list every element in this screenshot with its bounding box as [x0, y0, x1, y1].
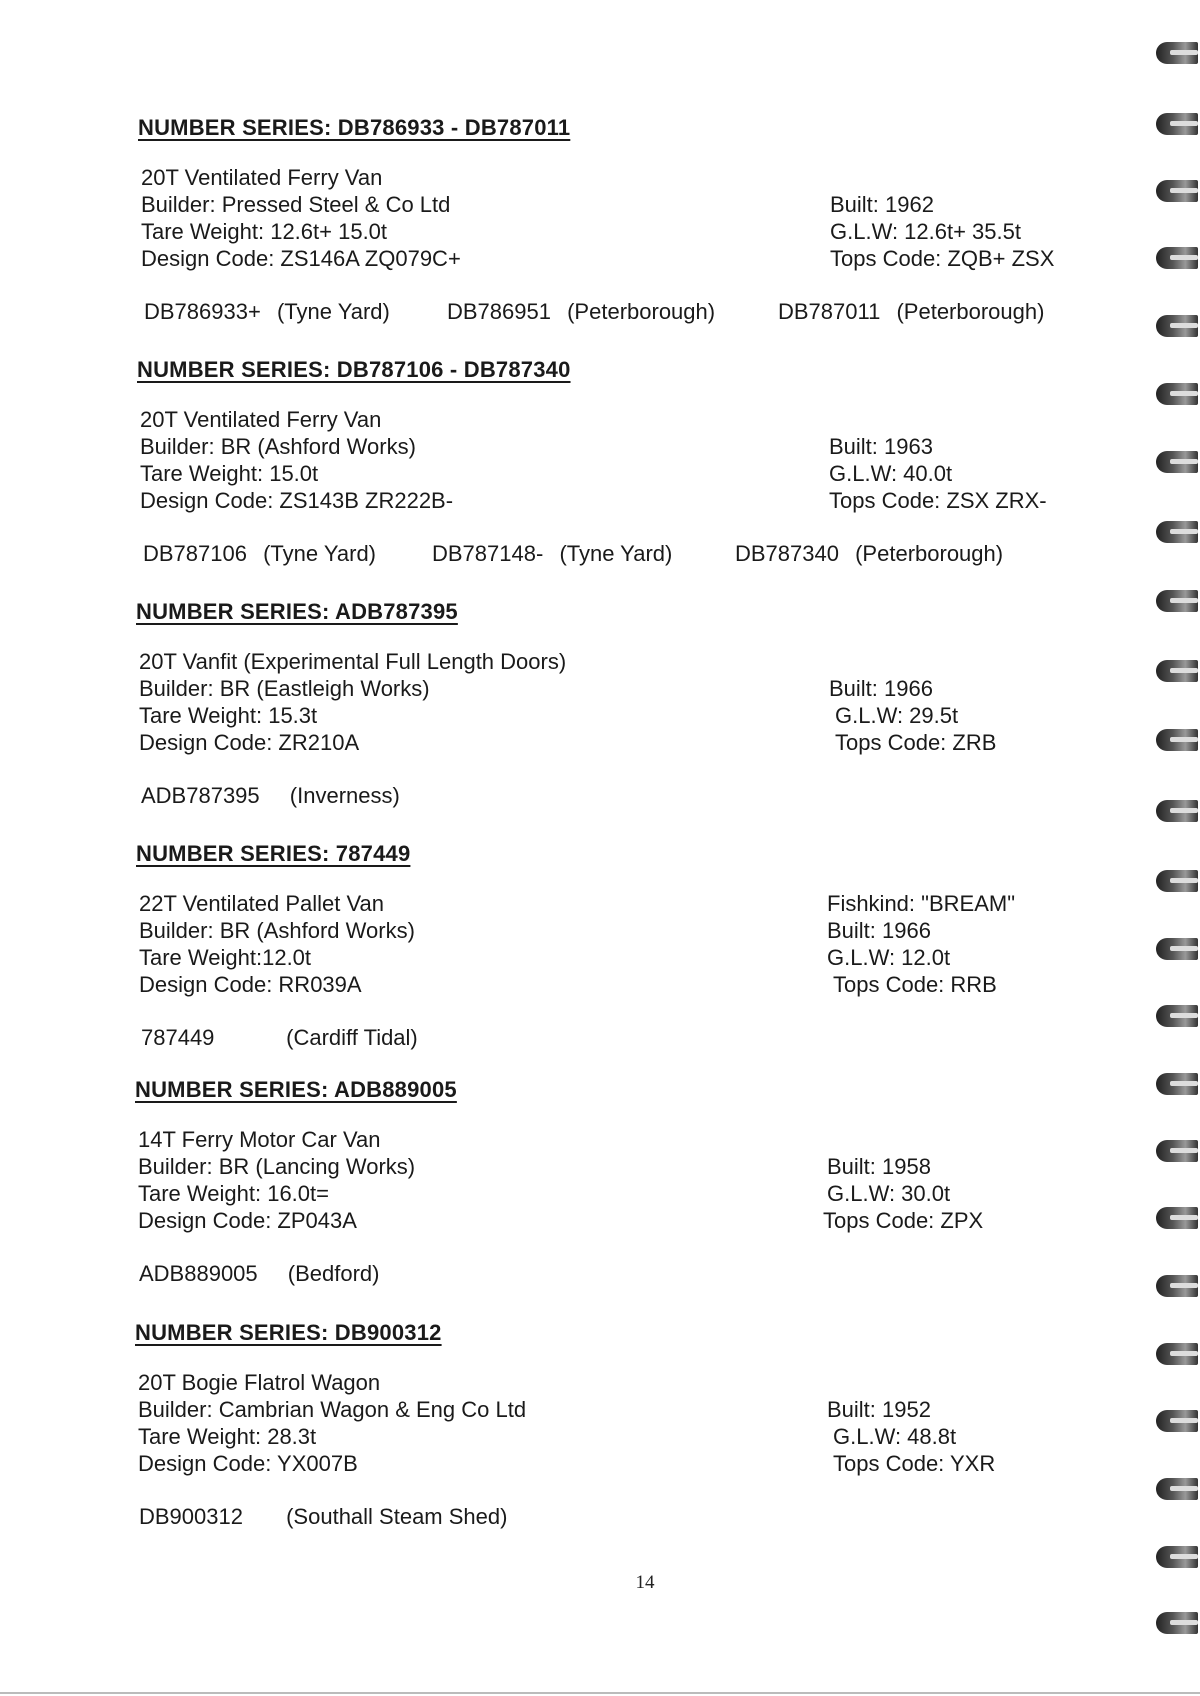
wagon-number: DB787011	[778, 299, 881, 324]
wagon-location: (Tyne Yard)	[559, 541, 673, 566]
wagon-codes	[829, 675, 1129, 756]
wagon-type: 20T Vanfit (Experimental Full Length Doors)	[139, 649, 567, 674]
wagon-location: (Cardiff Tidal)	[286, 1025, 418, 1050]
wagon-specs	[136, 890, 1076, 998]
allocation-list	[138, 297, 1078, 327]
section-heading: NUMBER SERIES: DB900312	[135, 1320, 442, 1345]
wagon-specs	[137, 406, 1077, 514]
builder: Builder: Pressed Steel & Co Ltd	[141, 192, 451, 217]
wagon-location: (Tyne Yard)	[263, 541, 377, 566]
glw: G.L.W: 40.0t	[829, 461, 953, 486]
wagon-number: DB787106	[143, 541, 247, 566]
tops-code: Tops Code: ZQB+ ZSX	[830, 246, 1055, 271]
design-code: Design Code: ZS146A ZQ079C+	[141, 246, 461, 271]
wagon-location: (Peterborough)	[896, 299, 1045, 324]
glw: G.L.W: 30.0t	[827, 1181, 951, 1206]
binding-ring-icon	[1156, 660, 1198, 682]
binding-ring-icon	[1156, 451, 1198, 473]
tare-weight: Tare Weight: 15.0t	[140, 461, 319, 486]
binding-ring-icon	[1156, 1343, 1198, 1365]
number-series-section	[137, 355, 1077, 569]
allocation-entry	[141, 781, 400, 811]
binding-ring-icon	[1156, 1140, 1198, 1162]
page-edge	[0, 1692, 1200, 1694]
section-heading: NUMBER SERIES: ADB889005	[135, 1077, 457, 1102]
wagon-details	[141, 164, 761, 272]
tare-weight: Tare Weight: 15.3t	[139, 703, 318, 728]
wagon-number: ADB787395	[141, 783, 260, 808]
design-code: Design Code: ZR210A	[139, 730, 360, 755]
binding-ring-icon	[1156, 870, 1198, 892]
section-heading: NUMBER SERIES: DB786933 - DB787011	[138, 115, 571, 140]
tare-weight: Tare Weight: 12.6t+ 15.0t	[141, 219, 388, 244]
binding-ring-icon	[1156, 315, 1198, 337]
wagon-specs	[135, 1126, 1075, 1234]
wagon-type: 20T Ventilated Ferry Van	[141, 165, 383, 190]
wagon-details	[138, 1126, 758, 1234]
wagon-number: DB787148-	[432, 541, 544, 566]
builder: Builder: BR (Ashford Works)	[139, 918, 415, 943]
tops-code: Tops Code: RRB	[833, 972, 997, 997]
allocation-list	[135, 1259, 1075, 1289]
binding-ring-icon	[1156, 1275, 1198, 1297]
binding-ring-icon	[1156, 113, 1198, 135]
allocation-list	[135, 1502, 1075, 1532]
builder: Builder: BR (Ashford Works)	[140, 434, 416, 459]
design-code: Design Code: ZS143B ZR222B-	[140, 488, 454, 513]
binding-ring-icon	[1156, 590, 1198, 612]
wagon-location: (Bedford)	[287, 1261, 380, 1286]
tops-code: Tops Code: ZSX ZRX-	[829, 488, 1047, 513]
binding-ring-icon	[1156, 247, 1198, 269]
built-year: Built: 1966	[827, 918, 931, 943]
wagon-type: 22T Ventilated Pallet Van	[139, 891, 385, 916]
allocation-entry	[139, 1502, 507, 1532]
number-series-section	[138, 113, 1078, 327]
wagon-number: DB900312	[139, 1504, 243, 1529]
allocation-entry	[735, 539, 1003, 569]
built-year: Built: 1962	[830, 192, 934, 217]
tare-weight: Tare Weight: 16.0t=	[138, 1181, 329, 1206]
wagon-number: DB786951	[447, 299, 551, 324]
tare-weight: Tare Weight: 28.3t	[138, 1424, 317, 1449]
section-heading: NUMBER SERIES: 787449	[136, 841, 411, 866]
wagon-number: DB786933+	[144, 299, 261, 324]
binding-ring-icon	[1156, 180, 1198, 202]
binding-ring-icon	[1156, 1410, 1198, 1432]
wagon-specs	[135, 1369, 1075, 1477]
wagon-number: ADB889005	[139, 1261, 258, 1286]
allocation-entry	[432, 539, 672, 569]
design-code: Design Code: YX007B	[138, 1451, 358, 1476]
built-year: Built: 1958	[827, 1154, 931, 1179]
number-series-section	[136, 597, 1076, 811]
tops-code: Tops Code: YXR	[833, 1451, 996, 1476]
design-code: Design Code: RR039A	[139, 972, 362, 997]
wagon-specs	[138, 164, 1078, 272]
built-year: Built: 1966	[829, 676, 933, 701]
binding-ring-icon	[1156, 42, 1198, 64]
allocation-entry	[447, 297, 715, 327]
glw: G.L.W: 48.8t	[833, 1424, 957, 1449]
wagon-number: 787449	[141, 1025, 215, 1050]
allocation-entry	[778, 297, 1044, 327]
glw: G.L.W: 29.5t	[835, 703, 959, 728]
binding-ring-icon	[1156, 1207, 1198, 1229]
wagon-details	[138, 1369, 758, 1477]
wagon-location: (Peterborough)	[567, 299, 716, 324]
tops-code: Tops Code: ZPX	[823, 1208, 984, 1233]
builder: Builder: BR (Eastleigh Works)	[139, 676, 430, 701]
section-heading: NUMBER SERIES: DB787106 - DB787340	[137, 357, 571, 382]
allocation-entry	[141, 1023, 418, 1053]
binding-ring-icon	[1156, 1005, 1198, 1027]
tops-code: Tops Code: ZRB	[835, 730, 997, 755]
built-year: Built: 1963	[829, 434, 933, 459]
binding-ring-icon	[1156, 1546, 1198, 1568]
binding-ring-icon	[1156, 729, 1198, 751]
design-code: Design Code: ZP043A	[138, 1208, 357, 1233]
wagon-details	[139, 890, 759, 998]
binding-ring-icon	[1156, 1478, 1198, 1500]
wagon-type: 14T Ferry Motor Car Van	[138, 1127, 381, 1152]
binding-ring-icon	[1156, 1073, 1198, 1095]
wagon-codes	[823, 1153, 1127, 1234]
builder: Builder: Cambrian Wagon & Eng Co Ltd	[138, 1397, 527, 1422]
binding-ring-icon	[1156, 800, 1198, 822]
number-series-section	[135, 1075, 1075, 1289]
wagon-location: (Inverness)	[289, 783, 400, 808]
section-heading: NUMBER SERIES: ADB787395	[136, 599, 458, 624]
spiral-binding	[1150, 0, 1200, 1696]
fishkind: Fishkind: "BREAM"	[827, 891, 1015, 916]
allocation-entry	[143, 539, 376, 569]
binding-ring-icon	[1156, 938, 1198, 960]
wagon-location: (Southall Steam Shed)	[286, 1504, 508, 1529]
wagon-location: (Tyne Yard)	[276, 299, 390, 324]
glw: G.L.W: 12.6t+ 35.5t	[830, 219, 1021, 244]
number-series-section	[136, 839, 1076, 1053]
wagon-codes	[827, 890, 1127, 998]
wagon-type: 20T Bogie Flatrol Wagon	[138, 1370, 381, 1395]
allocation-list	[136, 1023, 1076, 1053]
allocation-list	[136, 781, 1076, 811]
wagon-type: 20T Ventilated Ferry Van	[140, 407, 382, 432]
wagon-codes	[829, 433, 1129, 514]
allocation-list	[137, 539, 1077, 569]
binding-ring-icon	[1156, 383, 1198, 405]
built-year: Built: 1952	[827, 1397, 931, 1422]
wagon-details	[139, 648, 759, 756]
binding-ring-icon	[1156, 1612, 1198, 1634]
wagon-specs	[136, 648, 1076, 756]
wagon-details	[140, 406, 760, 514]
binding-ring-icon	[1156, 521, 1198, 543]
wagon-codes	[827, 1396, 1127, 1477]
number-series-section	[135, 1318, 1075, 1532]
page-number: 14	[635, 1572, 655, 1593]
allocation-entry	[139, 1259, 380, 1289]
wagon-location: (Peterborough)	[855, 541, 1004, 566]
allocation-entry	[144, 297, 390, 327]
builder: Builder: BR (Lancing Works)	[138, 1154, 416, 1179]
wagon-codes	[830, 191, 1130, 272]
glw: G.L.W: 12.0t	[827, 945, 951, 970]
tare-weight: Tare Weight:12.0t	[139, 945, 312, 970]
wagon-number: DB787340	[735, 541, 839, 566]
